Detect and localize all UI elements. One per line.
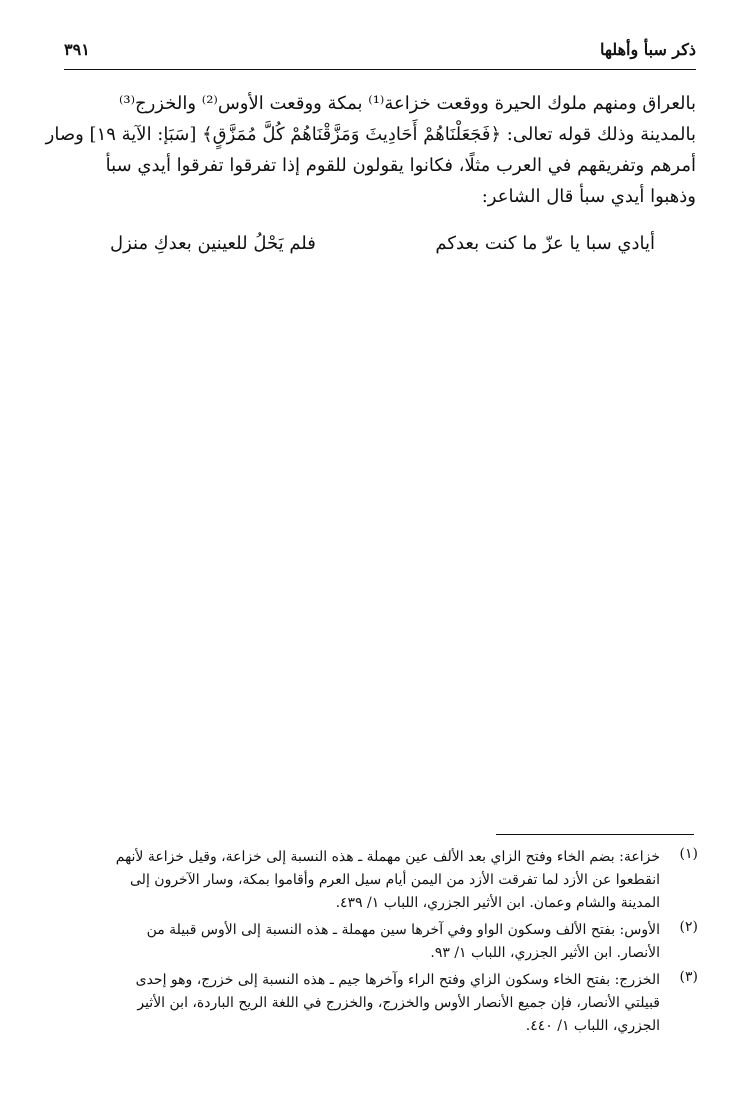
poetry-verse xyxy=(110,233,655,263)
verse-second-hemistich: فلم يَحْلُ للعينين بعدكِ منزل xyxy=(110,233,316,254)
footnote-line: الأوس: بفتح الألف وسكون الواو وفي آخرها سين مهملة ـ هذه النسبة إلى الأوس قبيلة من xyxy=(146,922,660,938)
footnote-line: الجزري، اللباب ١/ ٤٤٠. xyxy=(525,1018,660,1034)
page-number: ٣٩١ xyxy=(64,40,90,59)
footnote-2 xyxy=(78,919,698,965)
header-rule xyxy=(64,69,696,70)
footnote-separator xyxy=(496,834,694,835)
footnote-line: خزاعة: بضم الخاء وفتح الزاي بعد الألف عين مهملة ـ هذه النسبة إلى خزاعة، وقيل خزاعة لأنهم xyxy=(115,849,660,865)
footnote-line: انقطعوا عن الأزد لما تفرقت الأزد من اليمن أيام سيل العرم وأقاموا بمكة، وسار الآخرون إلى xyxy=(130,872,660,888)
verse-first-hemistich: أيادي سبا يا عزّ ما كنت بعدكم xyxy=(435,233,655,254)
running-title: ذكر سبأ وأهلها xyxy=(600,40,696,59)
main-text xyxy=(45,88,696,212)
text-line: أمرهم وتفريقهم في العرب مثلًا، فكانوا يقولون للقوم إذا تفرقوا تفرقوا أيدي سبأ xyxy=(105,155,696,176)
footnote-line: المدينة والشام وعمان. ابن الأثير الجزري، اللباب ١/ ٤٣٩. xyxy=(335,895,660,911)
footnote-number: (٢) xyxy=(679,919,698,935)
text-line: بالعراق ومنهم ملوك الحيرة ووقعت خزاعة⁽¹⁾ بمكة ووقعت الأوس⁽²⁾ والخزرج⁽³⁾ xyxy=(118,93,696,114)
footnote-number: (١) xyxy=(679,846,698,862)
footnote-1 xyxy=(78,846,698,915)
footnote-line: قبيلتي الأنصار، فإن جميع الأنصار الأوس والخزرج، والخزرج في اللغة الريح الباردة، ابن الأثير xyxy=(137,995,660,1011)
text-line: وذهبوا أيدي سبأ قال الشاعر: xyxy=(481,186,696,207)
footnote-line: الخزرج: بفتح الخاء وسكون الزاي وفتح الراء وآخرها جيم ـ هذه النسبة إلى خزرج، وهو إحدى xyxy=(135,972,660,988)
footnote-number: (٣) xyxy=(679,969,698,985)
footnote-line: الأنصار. ابن الأثير الجزري، اللباب ١/ ٩٣. xyxy=(430,945,660,961)
text-line: بالمدينة وذلك قوله تعالى: ﴿فَجَعَلْنَاهُمْ أَحَادِيثَ وَمَزَّقْنَاهُمْ كُلَّ مُمَزَّقٍ﴾ [سَبَإ: الآية ١٩] وصار xyxy=(45,124,696,145)
running-header xyxy=(64,36,696,64)
footnotes xyxy=(78,846,698,1042)
footnote-3 xyxy=(78,969,698,1038)
